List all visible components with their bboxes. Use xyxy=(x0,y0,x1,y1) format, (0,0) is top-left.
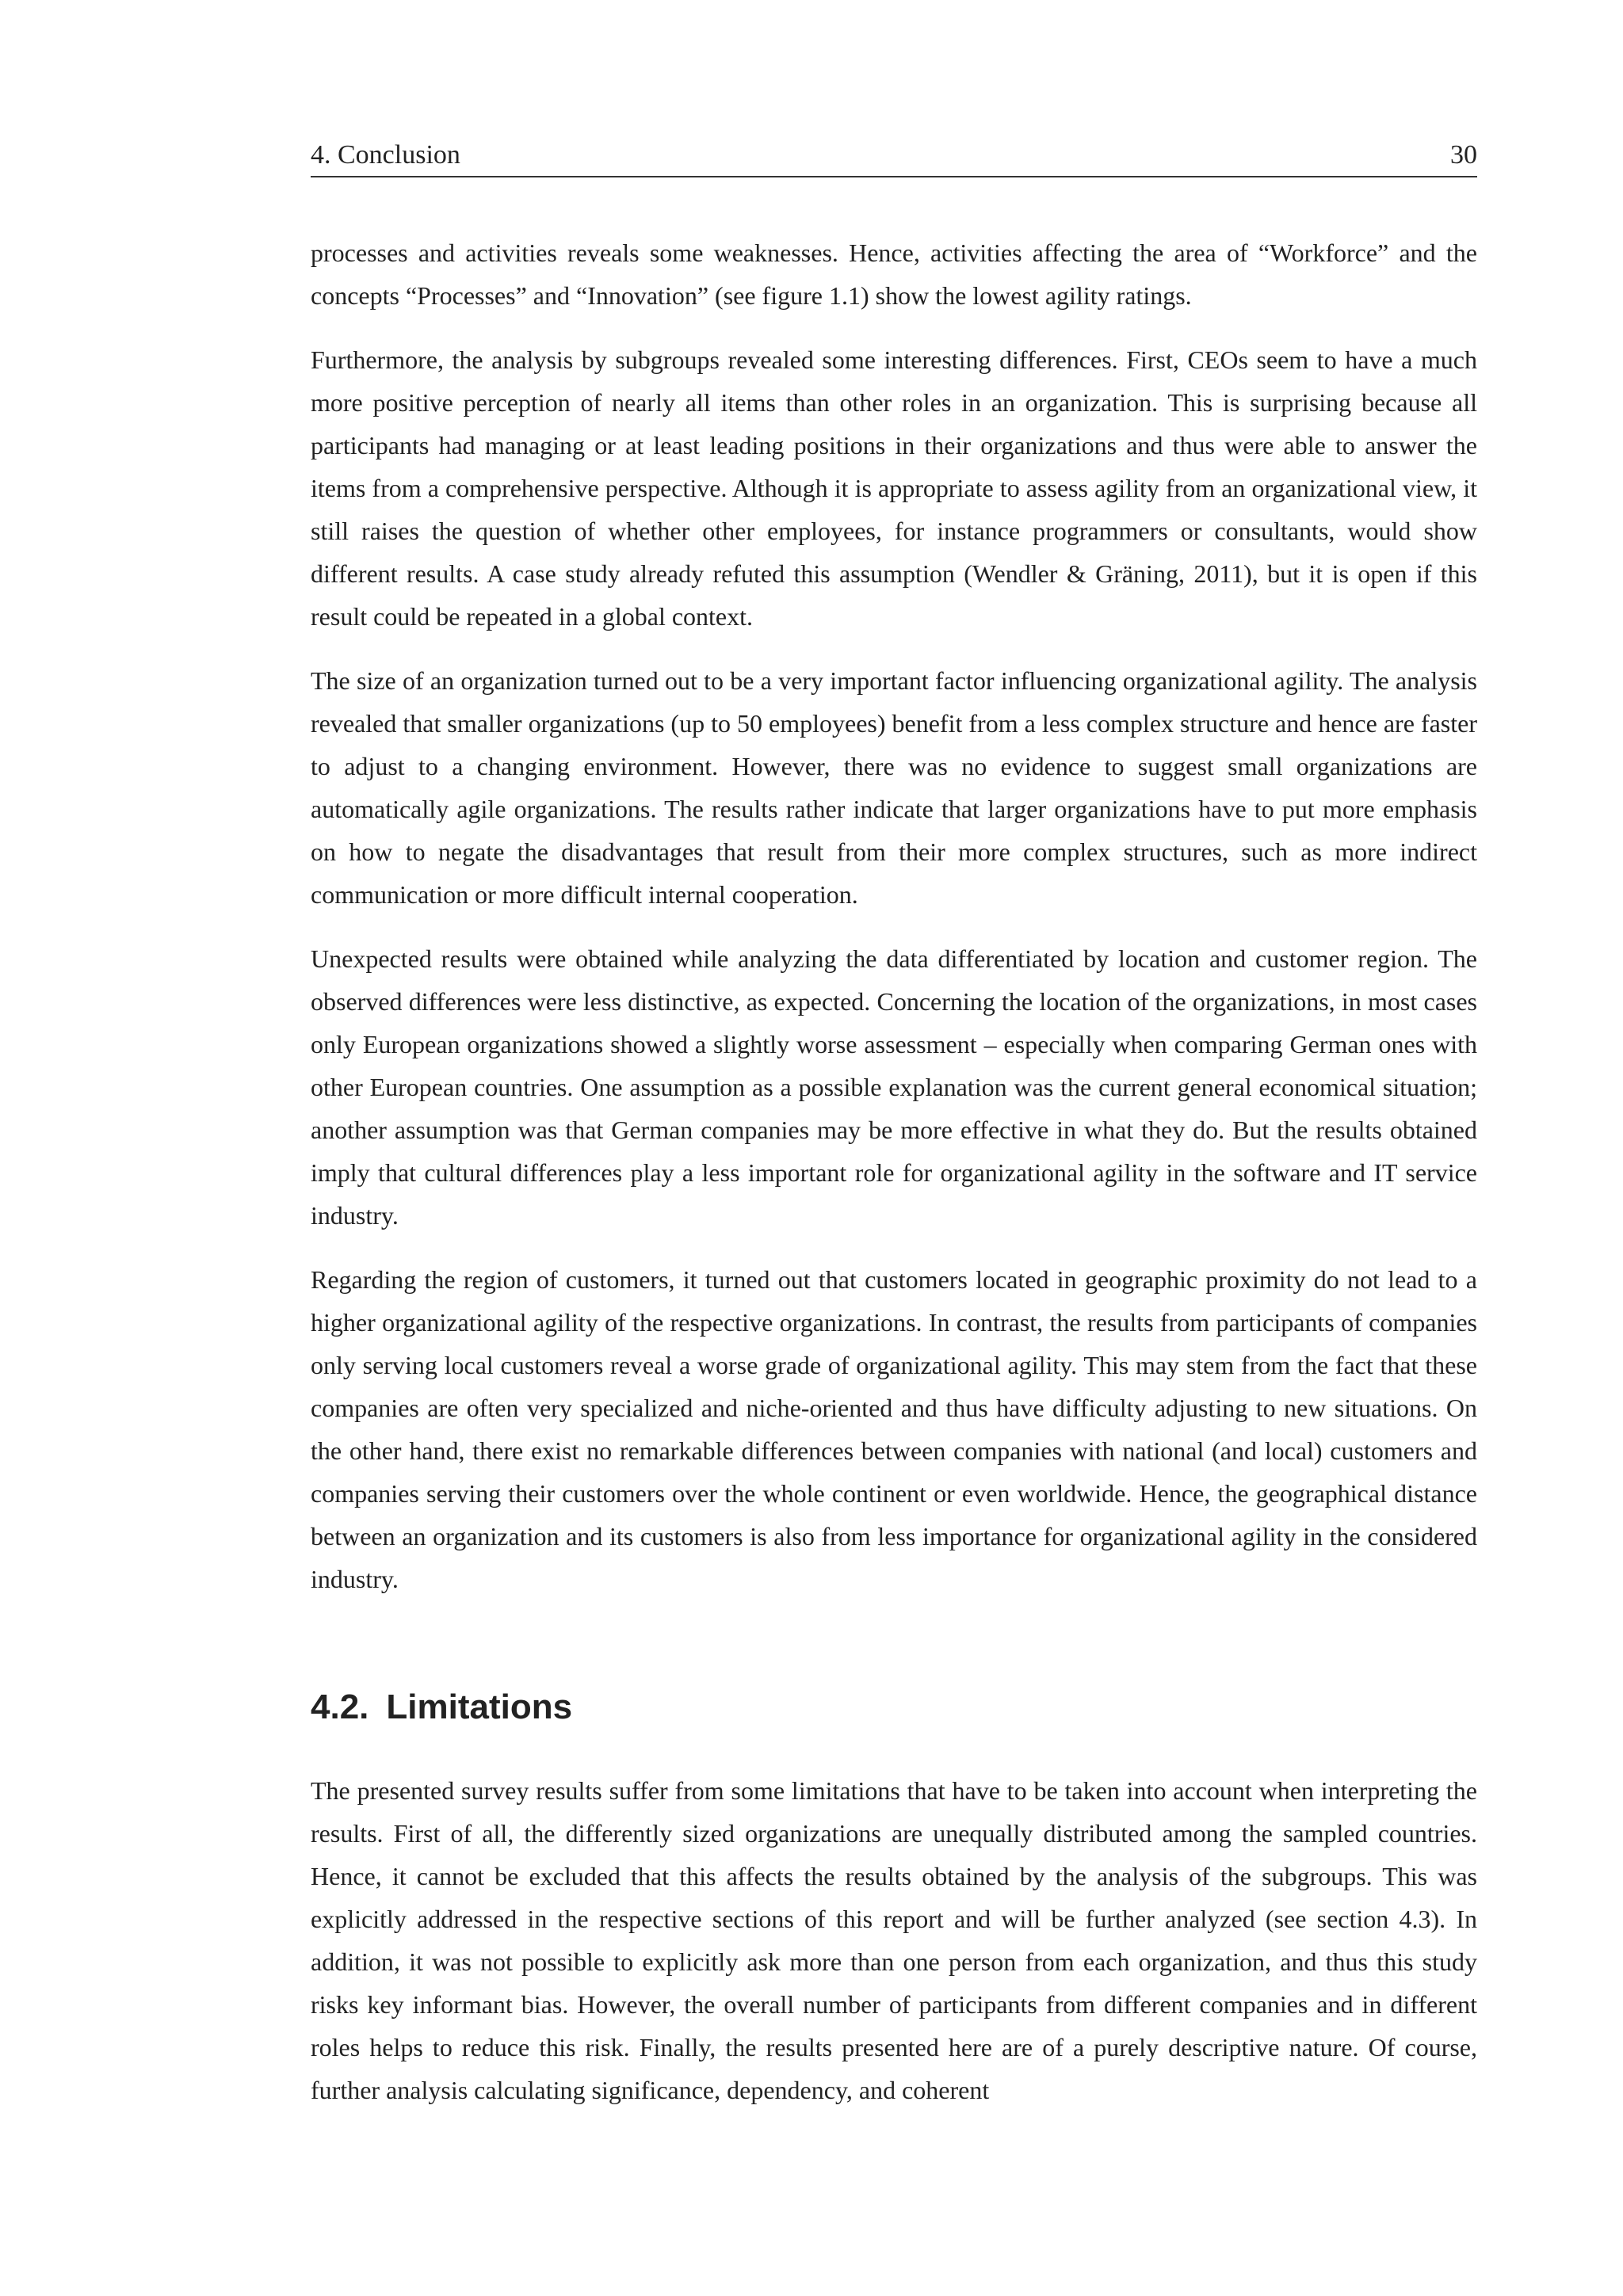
paragraph: The size of an organization turned out to be a very important factor influencing organizational agility. The analysis revealed that smaller organizations (up to 50 employees) benefit from a less complex structure and hence are faster to adjust to a changing environment. However, there was no evidence to suggest small organizations are automatically agile organizations. The results rather indicate that larger organizations have to put more emphasis on how to negate the disadvantages that result from their more complex structures, such as more indirect communication or more difficult internal cooperation. xyxy=(311,666,1477,909)
body-text xyxy=(311,231,1477,2133)
paragraph: Furthermore, the analysis by subgroups revealed some interesting differences. First, CEOs seem to have a much more positive perception of nearly all items than other roles in an organization. This is surprising because all participants had managing or at least leading positions in their organizations and thus were able to answer the items from a comprehensive perspective. Although it is appropriate to assess agility from an organizational view, it still raises the question of whether other employees, for instance programmers or consultants, would show different results. A case study already refuted this assumption (Wendler & Gräning, 2011), but it is open if this result could be repeated in a global context. xyxy=(311,345,1477,631)
page-number: 30 xyxy=(1450,140,1477,170)
paragraph: Regarding the region of customers, it turned out that customers located in geographic proximity do not lead to a higher organizational agility of the respective organizations. In contrast, the results from participants of companies only serving local customers reveal a worse grade of organizational agility. This may stem from the fact that these companies are often very specialized and niche-oriented and thus have difficulty adjusting to new situations. On the other hand, there exist no remarkable differences between companies with national (and local) customers and companies serving their customers over the whole continent or even worldwide. Hence, the geographical distance between an organization and its customers is also from less importance for organizational agility in the considered industry. xyxy=(311,1265,1477,1593)
section-heading xyxy=(311,1684,1477,1731)
running-header xyxy=(311,133,1477,177)
paragraph: The presented survey results suffer from some limitations that have to be taken into account when interpreting the results. First of all, the differently sized organizations are unequally distributed among the sampled countries. Hence, it cannot be excluded that this affects the results obtained by the analysis of the subgroups. This was explicitly addressed in the respective sections of this report and will be further analyzed (see section 4.3). In addition, it was not possible to explicitly ask more than one person from each organization, and thus this study risks key informant bias. However, the overall number of participants from different companies and in different roles helps to reduce this risk. Finally, the results presented here are of a purely descriptive nature. Of course, further analysis calculating significance, dependency, and coherent xyxy=(311,1776,1477,2104)
paragraph: Unexpected results were obtained while analyzing the data differentiated by location and customer region. The observed differences were less distinctive, as expected. Concerning the location of the organizations, in most cases only European organizations showed a slightly worse assessment – especially when comparing German ones with other European countries. One assumption as a possible explanation was the current general economical situation; another assumption was that German companies may be more effective in what they do. But the results obtained imply that cultural differences play a less important role for organizational agility in the software and IT service industry. xyxy=(311,944,1477,1230)
section-number: 4.2. xyxy=(311,1688,369,1726)
paragraph: processes and activities reveals some weaknesses. Hence, activities affecting the area of “Workforce” and the concepts “Processes” and “Innovation” (see figure 1.1) show the lowest agility ratings. xyxy=(311,238,1477,310)
chapter-title: 4. Conclusion xyxy=(311,140,460,170)
section-title: Limitations xyxy=(386,1688,573,1726)
